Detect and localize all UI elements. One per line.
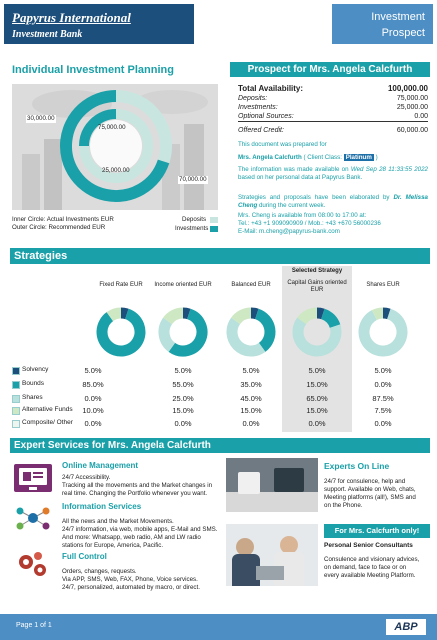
information-network-icon xyxy=(14,506,52,530)
strategy-value-cell: 45.0% xyxy=(240,394,262,403)
strategy-value-cell: 35.0% xyxy=(240,380,262,389)
strategy-donut xyxy=(225,306,277,358)
donut-segment-alternative-funds xyxy=(374,313,383,315)
control-icon xyxy=(14,550,52,580)
experts-text-line: on the Phone. xyxy=(324,502,363,509)
strategy-value-cell: 87.5% xyxy=(372,394,394,403)
optional-value: 0.00 xyxy=(414,113,428,120)
strategy-column-label: Shares EUR xyxy=(366,282,400,288)
consultants-photo xyxy=(226,524,318,586)
strategy-column-label: Balanced EUR xyxy=(231,282,271,288)
legend-investments-label: Investments xyxy=(175,225,209,232)
information-services-title: Information Services xyxy=(62,502,142,511)
strategy-row-label: Alternative Funds xyxy=(22,406,73,413)
exclusive-banner: For Mrs. Calcfurth only! xyxy=(324,524,430,538)
offered-credit-row xyxy=(238,126,428,135)
client-name: Mrs. Angela Calcfurth xyxy=(238,154,302,161)
consultants-text-line: on demand, face to face or on xyxy=(324,564,407,571)
document-type-line2: Prospect xyxy=(381,27,425,39)
strategy-donut xyxy=(291,306,343,358)
online-text-line: Tracking all the movements and the Market changes in xyxy=(62,482,213,489)
row-color-swatch xyxy=(12,407,20,415)
online-text-line: real time. Changing the Portfolio whenever you want. xyxy=(62,490,208,497)
donut-segment-alternative-funds xyxy=(236,313,251,321)
strategy-value-cell: 0.0% xyxy=(174,419,192,428)
strategy-donut xyxy=(95,306,147,358)
consultants-text-line: Consulence and visionary advices, xyxy=(324,556,420,563)
brand-name: Papyrus International xyxy=(12,10,131,25)
services-bar xyxy=(10,438,430,453)
donut-label-2: 75,000.00 xyxy=(98,124,126,131)
experts-online-text xyxy=(324,478,434,510)
strategy-value-cell: 0.0% xyxy=(374,419,392,428)
optional-label: Optional Sources: xyxy=(238,113,294,120)
total-row xyxy=(238,84,428,94)
total-value: 100,000.00 xyxy=(387,84,428,93)
info-text-line: 24/7 information, via web, mobile apps, E-Mail and SMS. xyxy=(62,526,218,533)
donut-label-3: 25,000.00 xyxy=(102,167,130,174)
strategy-value-cell: 0.0% xyxy=(242,419,260,428)
strategy-value-cell: 10.0% xyxy=(82,406,104,415)
strategy-column-label: Fixed Rate EUR xyxy=(99,282,143,288)
brand-subtitle: Investment Bank xyxy=(12,29,83,40)
info-date: Wed Sep 28 11:33:55 2022 xyxy=(350,166,428,173)
strategy-value-cell: 25.0% xyxy=(172,394,194,403)
strategies-elaborated-text xyxy=(238,194,428,210)
info-availability-text xyxy=(238,166,428,182)
donut-segment-solvency xyxy=(183,313,189,314)
prepared-for-text: This document was prepared for xyxy=(238,141,327,148)
donut-segment-shares xyxy=(232,321,262,351)
strategy-column-label: Income oriented EUR xyxy=(154,282,212,288)
strategy-value-cell: 0.0% xyxy=(84,419,102,428)
strategy-value-cell: 15.0% xyxy=(306,380,328,389)
client-class-suffix: ) xyxy=(375,154,378,161)
online-management-title: Online Management xyxy=(62,461,139,470)
legend-outer-circle: Outer Circle: Recommended EUR xyxy=(12,224,106,231)
deposits-label: Deposits: xyxy=(238,95,268,102)
donut-segment-bounds xyxy=(323,314,335,326)
services-title: Expert Services for Mrs. Angela Calcfurth xyxy=(14,440,211,451)
strategy-value-cell: 55.0% xyxy=(172,380,194,389)
page-footer xyxy=(0,614,437,640)
prospect-figures xyxy=(238,84,428,135)
experts-photo xyxy=(226,458,318,512)
strategy-row-label: Composite/ Other xyxy=(22,419,73,426)
investments-value: 25,000.00 xyxy=(396,104,428,111)
strategy-value-cell: 7.5% xyxy=(374,406,392,415)
investments-row xyxy=(238,103,428,112)
strategy-value-cell: 0.0% xyxy=(308,419,326,428)
legend-inner-circle: Inner Circle: Actual Investments EUR xyxy=(12,216,114,223)
experts-online-title: Experts On Line xyxy=(324,461,390,471)
deposits-row xyxy=(238,94,428,103)
strategy-value-cell: 5.0% xyxy=(84,366,102,375)
strategy-value-cell: 5.0% xyxy=(308,366,326,375)
strategy-row-label: Shares xyxy=(22,394,43,401)
legend-investments-swatch xyxy=(210,226,218,232)
strategy-value-cell: 15.0% xyxy=(306,406,328,415)
strategy-value-cell: 5.0% xyxy=(242,366,260,375)
row-color-swatch xyxy=(12,420,20,428)
strategy-value-cell: 85.0% xyxy=(82,380,104,389)
consultants-text-line: every available Meeting Platform. xyxy=(324,572,416,579)
strategy-value-cell: 5.0% xyxy=(374,366,392,375)
donut-segment-solvency xyxy=(317,313,323,314)
document-type-line1: Investment xyxy=(371,11,425,23)
selected-strategy-label: Selected Strategy xyxy=(291,268,343,274)
row-color-swatch xyxy=(12,367,20,375)
donut-segment-solvency xyxy=(251,313,257,314)
full-control-title: Full Control xyxy=(62,552,107,561)
strategies-suffix: during the current week. xyxy=(258,202,326,209)
client-class-prefix: ( Client Class: xyxy=(303,154,342,161)
info-suffix: based on her personal data at Papyrus Bank. xyxy=(238,174,363,181)
planning-chart-image xyxy=(12,84,218,210)
strategy-value-cell: 0.0% xyxy=(374,380,392,389)
control-text-line: Orders, changes, requests. xyxy=(62,568,137,575)
brand-block xyxy=(4,4,194,44)
contact-block xyxy=(238,212,430,236)
planning-title: Individual Investment Planning xyxy=(12,64,174,76)
footer-logo: ABP xyxy=(386,619,426,635)
donut-segment-solvency xyxy=(383,313,389,314)
experts-text-line: 24/7 for consulence, help and xyxy=(324,478,406,485)
online-management-text xyxy=(62,474,222,498)
info-text-line: And more: Whatsapp, web radio, AM and LW radio xyxy=(62,534,201,541)
strategy-value-cell: 15.0% xyxy=(172,406,194,415)
advisor-name: Dr. Melissa Cheng xyxy=(238,194,428,209)
donut-label-1: 30,000.00 xyxy=(27,115,55,122)
full-control-text xyxy=(62,568,222,592)
info-text-line: All the news and the Market Movements. xyxy=(62,518,174,525)
donut-segment-bounds xyxy=(102,314,140,351)
donut-segment-bounds xyxy=(257,314,270,347)
donut-label-4: 70,000.00 xyxy=(179,176,207,183)
control-text-line: 24/7, personalized, automated by macro, or direct. xyxy=(62,584,200,591)
online-text-line: 24/7 Accessibility. xyxy=(62,474,111,481)
info-prefix: The information was made available on xyxy=(238,166,349,173)
senior-consultants-title: Personal Senior Consultants xyxy=(324,542,413,549)
row-color-swatch xyxy=(12,395,20,403)
senior-consultants-text xyxy=(324,556,434,580)
strategies-bar xyxy=(10,248,430,264)
advisor-availability: Mrs. Cheng is available from 08:00 to 17:00 at: xyxy=(238,212,367,219)
advisor-email[interactable]: E-Mail: m.cheng@papyrus-bank.com xyxy=(238,228,340,235)
monitor-icon xyxy=(14,464,52,492)
experts-text-line: Meeting platforms (all!), SMS and xyxy=(324,494,416,501)
strategy-value-cell: 15.0% xyxy=(240,406,262,415)
total-label: Total Availability: xyxy=(238,84,304,93)
advisor-phone: Tel.: +43 +1 909090909 / Mob.: +43 +670 56000236 xyxy=(238,220,381,227)
strategy-donut xyxy=(157,306,209,358)
donut-segment-alternative-funds xyxy=(168,313,183,321)
deposits-value: 75,000.00 xyxy=(396,95,428,102)
strategy-column-label: Capital Gains oriented EUR xyxy=(287,280,347,293)
donut-segment-shares xyxy=(164,321,172,348)
info-text-line: stations for Europe, America, Pacific. xyxy=(62,542,164,549)
donut-segment-shares xyxy=(364,314,402,351)
page-header xyxy=(0,0,437,44)
prospect-title: Prospect for Mrs. Angela Calcfurth xyxy=(230,62,430,77)
strategies-title: Strategies xyxy=(14,250,68,262)
offered-credit-value: 60,000.00 xyxy=(396,127,428,134)
investments-label: Investments: xyxy=(238,104,278,111)
strategy-value-cell: 0.0% xyxy=(84,394,102,403)
optional-row xyxy=(238,112,428,122)
client-class-badge: Platinum xyxy=(345,154,372,161)
planning-donut-chart xyxy=(12,84,218,210)
donut-segment-alternative-funds xyxy=(110,313,121,317)
donut-segment-alternative-funds xyxy=(302,313,317,321)
control-text-line: Via APP, SMS, Web, FAX, Phone, Voice services. xyxy=(62,576,198,583)
strategy-row-label: Solvency xyxy=(22,366,49,373)
legend-deposits-label: Deposits xyxy=(182,216,207,223)
strategy-value-cell: 65.0% xyxy=(306,394,328,403)
strategy-row-label: Bounds xyxy=(22,380,45,387)
donut-segment-solvency xyxy=(121,313,127,314)
offered-credit-label: Offered Credit: xyxy=(238,127,284,134)
experts-text-line: support. Available on Web, chats, xyxy=(324,486,416,493)
strategy-value-cell: 5.0% xyxy=(174,366,192,375)
page-number: Page 1 of 1 xyxy=(16,622,52,629)
strategies-prefix: Strategies and proposals have been elaborated by xyxy=(238,194,390,201)
information-services-text xyxy=(62,518,227,550)
strategy-donut xyxy=(357,306,409,358)
row-color-swatch xyxy=(12,381,20,389)
client-line xyxy=(238,154,430,162)
document-type-block xyxy=(332,4,433,44)
legend-deposits-swatch xyxy=(210,217,218,223)
